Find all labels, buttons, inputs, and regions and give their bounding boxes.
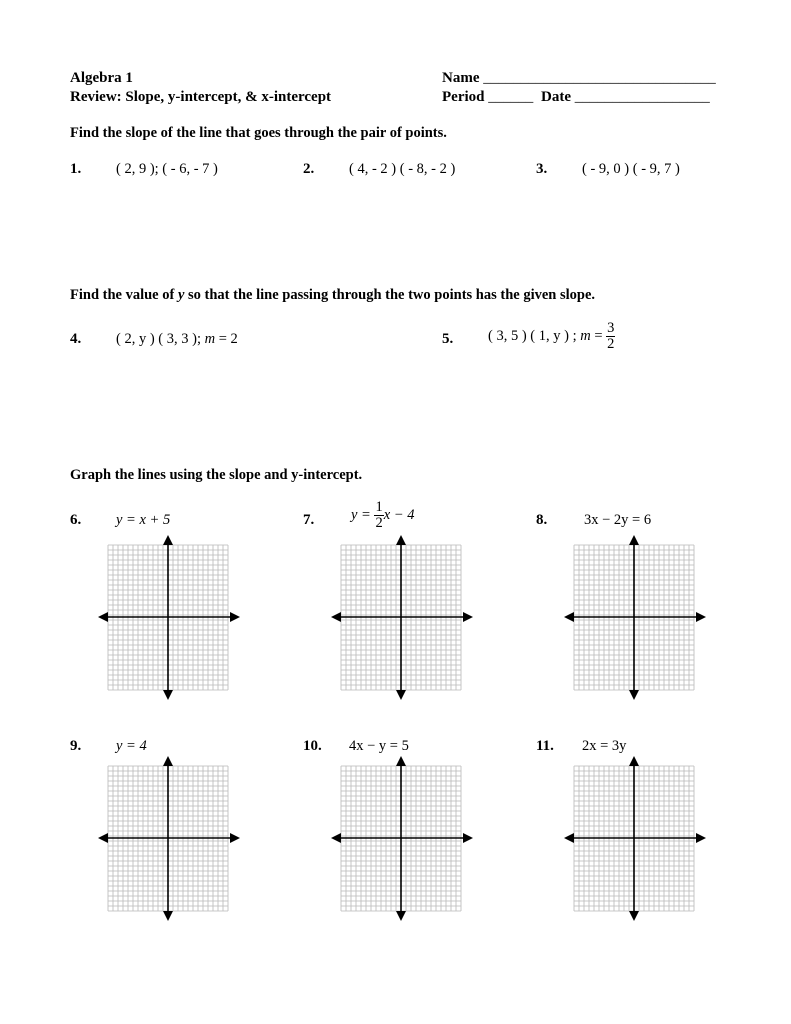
- problem-7-number: 7.: [303, 512, 315, 528]
- section3-instruction: Graph the lines using the slope and y-intercept.: [70, 467, 363, 483]
- course-title: Algebra 1: [70, 70, 133, 86]
- x-axis-left-arrow: [98, 833, 108, 843]
- eq-pre: y =: [351, 507, 375, 523]
- problem-2-number: 2.: [303, 161, 315, 177]
- fraction-numerator: 1: [375, 499, 383, 515]
- y-axis-down-arrow: [629, 911, 639, 921]
- x-axis-left-arrow: [331, 612, 341, 622]
- problem-10-number: 10.: [303, 738, 322, 754]
- problem-8-equation: 3x − 2y = 6: [584, 512, 652, 528]
- fraction-denominator: 2: [607, 336, 615, 352]
- coordinate-grid-8[interactable]: [564, 535, 706, 700]
- problem-3-points: ( - 9, 0 ) ( - 9, 7 ): [582, 161, 680, 177]
- problem-5-points: ( 3, 5 ) ( 1, y ) ;: [488, 328, 577, 344]
- x-axis-right-arrow: [696, 833, 706, 843]
- x-axis-right-arrow: [696, 612, 706, 622]
- slope-var: m: [204, 331, 216, 347]
- y-axis-down-arrow: [396, 911, 406, 921]
- y-axis-up-arrow: [163, 756, 173, 766]
- x-axis-right-arrow: [463, 833, 473, 843]
- problem-1-points: ( 2, 9 ); ( - 6, - 7 ): [116, 161, 218, 177]
- coordinate-grid-7[interactable]: [331, 535, 473, 700]
- coordinate-grid-11[interactable]: [564, 756, 706, 921]
- period-blank: ______: [488, 89, 534, 105]
- problem-11-equation: 2x = 3y: [582, 738, 627, 754]
- period-date-field[interactable]: [442, 89, 710, 106]
- coordinate-grid-6[interactable]: [98, 535, 240, 700]
- problem-6-equation: y = x + 5: [116, 512, 171, 528]
- problem-4-expression: [116, 331, 238, 348]
- problem-2-points: ( 4, - 2 ) ( - 8, - 2 ): [349, 161, 456, 177]
- slope-value: 2: [230, 331, 238, 347]
- x-axis-right-arrow: [230, 833, 240, 843]
- period-label: Period: [442, 89, 485, 105]
- slope-var: m: [580, 328, 591, 344]
- equals: =: [590, 328, 607, 344]
- y-axis-down-arrow: [629, 690, 639, 700]
- y-axis-down-arrow: [163, 690, 173, 700]
- problem-3-number: 3.: [536, 161, 548, 177]
- problem-5-expression: [488, 321, 615, 352]
- review-title: Review: Slope, y-intercept, & x-intercept: [70, 89, 332, 105]
- problem-9-equation: y = 4: [116, 738, 147, 754]
- section1-instruction: Find the slope of the line that goes through the pair of points.: [70, 125, 447, 141]
- coordinate-grid-9[interactable]: [98, 756, 240, 921]
- y-axis-up-arrow: [629, 535, 639, 545]
- slope-fraction: [374, 500, 383, 531]
- y-axis-up-arrow: [396, 535, 406, 545]
- problem-4-points: ( 2, y ) ( 3, 3 );: [116, 331, 201, 347]
- y-axis-up-arrow: [629, 756, 639, 766]
- problem-11-number: 11.: [536, 738, 554, 754]
- y-axis-up-arrow: [163, 535, 173, 545]
- x-axis-left-arrow: [331, 833, 341, 843]
- problem-5-number: 5.: [442, 331, 454, 347]
- name-label: Name: [442, 70, 480, 86]
- problem-6-number: 6.: [70, 512, 82, 528]
- x-axis-left-arrow: [564, 833, 574, 843]
- x-axis-left-arrow: [564, 612, 574, 622]
- eq-post: x − 4: [383, 507, 415, 523]
- y-axis-down-arrow: [396, 690, 406, 700]
- fraction-denominator: 2: [375, 515, 383, 531]
- section2-instruction: [70, 287, 595, 304]
- date-label: Date: [541, 89, 571, 105]
- problem-7-equation: [351, 500, 414, 531]
- problem-10-equation: 4x − y = 5: [349, 738, 409, 754]
- x-axis-right-arrow: [463, 612, 473, 622]
- y-axis-up-arrow: [396, 756, 406, 766]
- date-blank: __________________: [574, 89, 710, 105]
- problem-9-number: 9.: [70, 738, 82, 754]
- fraction-numerator: 3: [607, 320, 615, 336]
- equals: =: [215, 331, 231, 347]
- x-axis-right-arrow: [230, 612, 240, 622]
- coordinate-grid-10[interactable]: [331, 756, 473, 921]
- instruction-post: so that the line passing through the two points has the given slope.: [184, 287, 596, 303]
- y-axis-down-arrow: [163, 911, 173, 921]
- slope-fraction: [606, 321, 615, 352]
- problem-1-number: 1.: [70, 161, 82, 177]
- problem-4-number: 4.: [70, 331, 82, 347]
- instruction-pre: Find the value of: [70, 287, 178, 303]
- x-axis-left-arrow: [98, 612, 108, 622]
- instruction-var: y: [177, 287, 185, 303]
- name-field[interactable]: [442, 70, 716, 87]
- name-blank: _______________________________: [483, 70, 716, 86]
- problem-8-number: 8.: [536, 512, 548, 528]
